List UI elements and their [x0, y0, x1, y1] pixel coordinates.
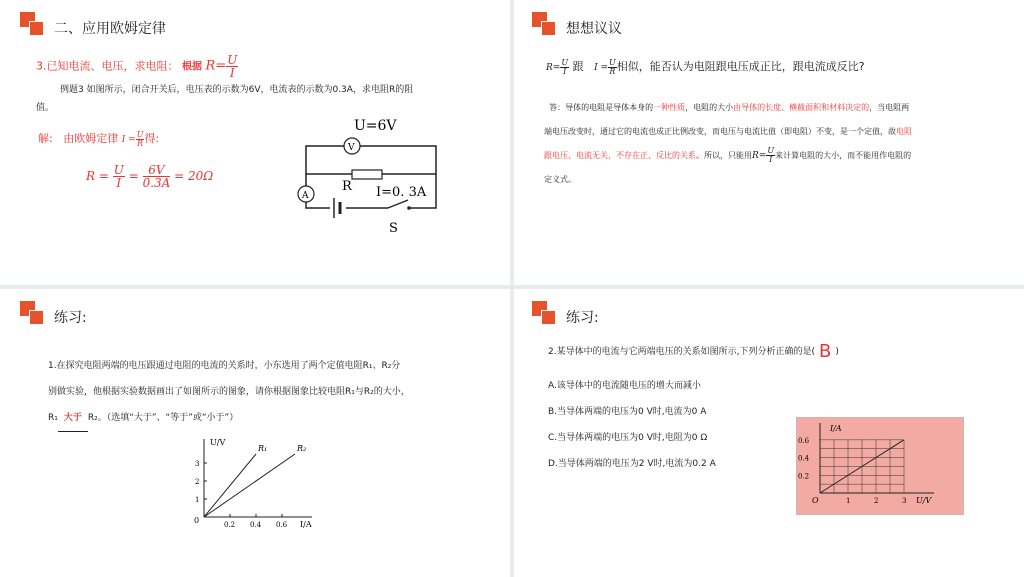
panel-title: 二、应用欧姆定律	[54, 21, 166, 37]
answer-blank: 大于	[58, 405, 88, 432]
panel-title: 练习:	[566, 310, 599, 326]
ammeter-label: A	[302, 191, 309, 201]
circuit-diagram	[290, 112, 450, 238]
series-label-1: R₁	[258, 444, 268, 453]
current-label: I=0. 3A	[376, 185, 427, 200]
chart-background	[796, 417, 964, 515]
y-tick-label: 0.2	[798, 472, 810, 481]
answer-letter: B	[818, 341, 832, 362]
example-text-line1: 例题3 如图所示，闭合开关后，电压表的示数为6V，电流表的示数为0.3A，求电阻R的阻	[60, 85, 414, 95]
resistor-icon	[352, 170, 382, 179]
option-c: C.当导体两端的电压为0 V时,电阻为0 Ω	[548, 433, 708, 443]
x-axis-label: U/V	[916, 496, 932, 505]
slide-panel-exercise-2	[514, 289, 1024, 577]
exercise-question: 2.某导体中的电流与它两端电压的关系如图所示,下列分析正确的是( B )	[548, 341, 839, 362]
origin-label: 0	[194, 516, 200, 525]
x-tick-label: 1	[846, 497, 851, 505]
discussion-question: R= $\frac{U}{I}$ 跟 I = $\frac{U}{R}$ 相似，能否认为电阻跟电压成正比，跟电流成反比?	[546, 57, 865, 76]
options-list	[548, 373, 716, 477]
y-axis-label: U/V	[210, 438, 226, 447]
option-a: A.该导体中的电流随电压的增大而减小	[548, 381, 701, 391]
slide-logo-icon	[532, 301, 556, 325]
u-i-chart	[190, 433, 320, 531]
y-tick-label: 1	[195, 496, 200, 504]
series-line-1	[204, 454, 256, 517]
discussion-answer: 答：导体的电阻是导体本身的一种性质，电阻的大小由导体的长度、横截面积和材料决定的，当电阻两 端电压改变时，通过它的电流也成正比例改变，而电压与电流比值（即电阻）不变，是一个定值，故电阻 跟电压、电流无关，不存在正、反比的关系。所以，只能用R= $\frac{U}{I}$ 来计算电阻的大小，而不能用作电阻的 定义式。	[544, 103, 912, 184]
y-tick-label: 3	[195, 460, 200, 468]
option-d: D.当导体两端的电压为2 V时,电流为0.2 A	[548, 459, 716, 469]
voltage-label: U=6V	[354, 118, 397, 134]
y-axis-label: I/A	[830, 424, 842, 433]
voltmeter-label: V	[348, 143, 355, 153]
y-tick-label: 0.6	[798, 436, 810, 445]
y-tick-label: 0.4	[798, 454, 810, 463]
x-tick-label: 2	[874, 497, 879, 505]
option-b: B.当导体两端的电压为0 V时,电流为0 A	[548, 407, 707, 417]
example-text-line2: 值。	[36, 103, 55, 113]
slide-logo-icon	[20, 12, 44, 36]
slide-logo-icon	[532, 12, 556, 36]
calculation: R = $\frac{U}{I}$ = $\frac{6V}{0.3A}$ = 20Ω	[86, 163, 214, 190]
slide-panel-exercise-1	[0, 289, 510, 577]
panel-title: 想想议议	[566, 21, 622, 37]
switch-label: S	[389, 221, 398, 236]
x-axis-label: I/A	[300, 520, 312, 529]
panel-title: 练习:	[54, 310, 87, 326]
series-label-2: R₂	[297, 444, 307, 453]
resistor-label: R	[342, 179, 352, 194]
x-tick-label: 3	[902, 497, 907, 505]
i-u-chart	[796, 417, 964, 515]
solution-line: 解: 由欧姆定律 I = $\frac{U}{R}$ 得:	[38, 129, 160, 148]
origin-label: O	[812, 496, 819, 505]
x-tick-label: 0.6	[276, 521, 288, 529]
y-tick-label: 2	[195, 478, 200, 486]
slide-panel-discussion	[514, 0, 1024, 285]
slide-panel-apply-ohm	[0, 0, 510, 285]
slide-logo-icon	[20, 301, 44, 325]
exercise-question: 1.在探究电阻两端的电压跟通过电阻的电流的关系时，小东选用了两个定值电阻R₁、R₂分 别做实验，他根据实验数据画出了如图所示的图象，请你根据图象比较电阻R₁与R₂的大小， R₁ 大于 R₂。（选填“大于”、“等于”或“小于”）	[48, 353, 410, 432]
heading: 3.已知电流、电压，求电阻： 根据 R= $\frac{U}{I}$	[36, 53, 238, 80]
series-line-2	[204, 454, 295, 517]
x-tick-label: 0.4	[250, 521, 262, 529]
x-tick-label: 0.2	[224, 521, 236, 529]
